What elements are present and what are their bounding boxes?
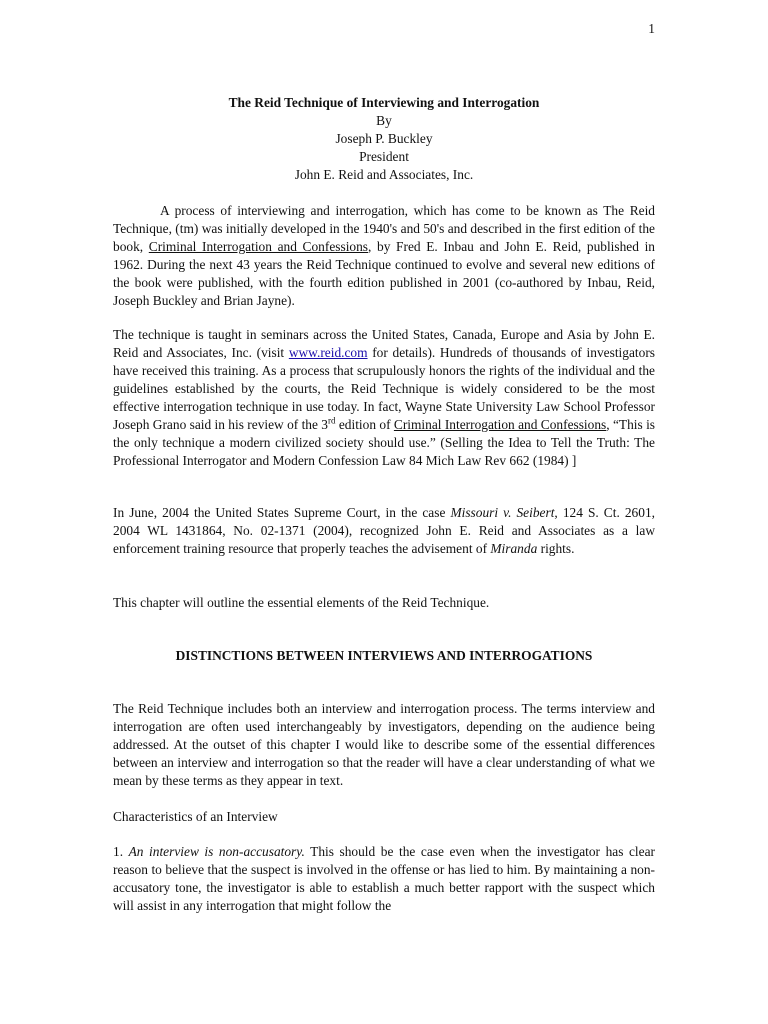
subheading-interview: Characteristics of an Interview bbox=[113, 809, 278, 824]
document-title: The Reid Technique of Interviewing and Interrogation bbox=[228, 95, 540, 110]
miranda-text: Miranda bbox=[490, 541, 538, 556]
author-position: President bbox=[359, 149, 409, 164]
paragraph-non-accusatory: 1. An interview is non-accusatory. This should be the case even when the investigator has clear reason to believe that the suspect is involved in the offense or has lied to him. By maintaining a non-accusatory tone, the investigator is able to establish a much better rapport with the suspect which will assist in any interrogation that might follow the bbox=[113, 844, 655, 913]
paragraph-history: A process of interviewing and interrogation, which has come to be known as The Reid Technique, (tm) was initially developed in the 1940's and 50's and described in the first edition of the book, Criminal Interrogation and Confessions, by Fred E. Inbau and John E. Reid, published in 1962. During the next 43 years the Reid Technique continued to evolve and several new editions of the book were published, with the fourth edition published in 2001 (co-authored by Inbau, Reid, Joseph Buckley and Brian Jayne). bbox=[113, 203, 655, 308]
book-title: Criminal Interrogation and Confessions bbox=[148, 239, 369, 254]
section-heading: DISTINCTIONS BETWEEN INTERVIEWS AND INTERROGATIONS bbox=[175, 648, 593, 663]
paragraph-reid-includes: The Reid Technique includes both an interview and interrogation process. The terms interview and interrogation are often used interchangeably by investigators, depending on the audience being addressed. At the outset of this chapter I would like to describe some of the essential differences between an interview and interrogation so that the reader will have a clear understanding of what we mean by these terms as they appear in text. bbox=[113, 701, 655, 788]
paragraph-outline: This chapter will outline the essential elements of the Reid Technique. bbox=[113, 595, 490, 610]
company-name: John E. Reid and Associates, Inc. bbox=[294, 167, 474, 182]
reid-website-link[interactable]: www.reid.com bbox=[288, 345, 368, 360]
point-lead: An interview is non-accusatory. bbox=[128, 844, 305, 859]
book-title: Criminal Interrogation and Confessions bbox=[393, 417, 607, 432]
case-name: Missouri v. Seibert bbox=[450, 505, 555, 520]
author-name: Joseph P. Buckley bbox=[335, 131, 433, 146]
paragraph-supreme-court: In June, 2004 the United States Supreme Court, in the case Missouri v. Seibert, 124 S. Ct. 2601, 2004 WL 1431864, No. 02-1371 (2004), recognized John E. Reid and Associates as a law enforcement training resource that properly teaches the advisement of Miranda rights. bbox=[113, 505, 655, 556]
document-header bbox=[113, 94, 655, 184]
byline-by: By bbox=[376, 113, 392, 128]
paragraph-training: The technique is taught in seminars across the United States, Canada, Europe and Asia by John E. Reid and Associates, Inc. (visit www.reid.com for details). Hundreds of thousands of investigators have received this training. As a process that scrupulously honors the rights of the individual and the guidelines established by the courts, the Reid Technique is widely considered to be the most effective interrogation technique in use today. In fact, Wayne State University Law School Professor Joseph Grano said in his review of the 3rd edition of Criminal Interrogation and Confessions, “This is the only technique a modern civilized society should use.” (Selling the Idea to Tell the Truth: The Professional Interrogator and Modern Confession Law 84 Mich Law Rev 662 (1984) ] bbox=[113, 327, 655, 468]
page-number: 1 bbox=[648, 21, 655, 36]
